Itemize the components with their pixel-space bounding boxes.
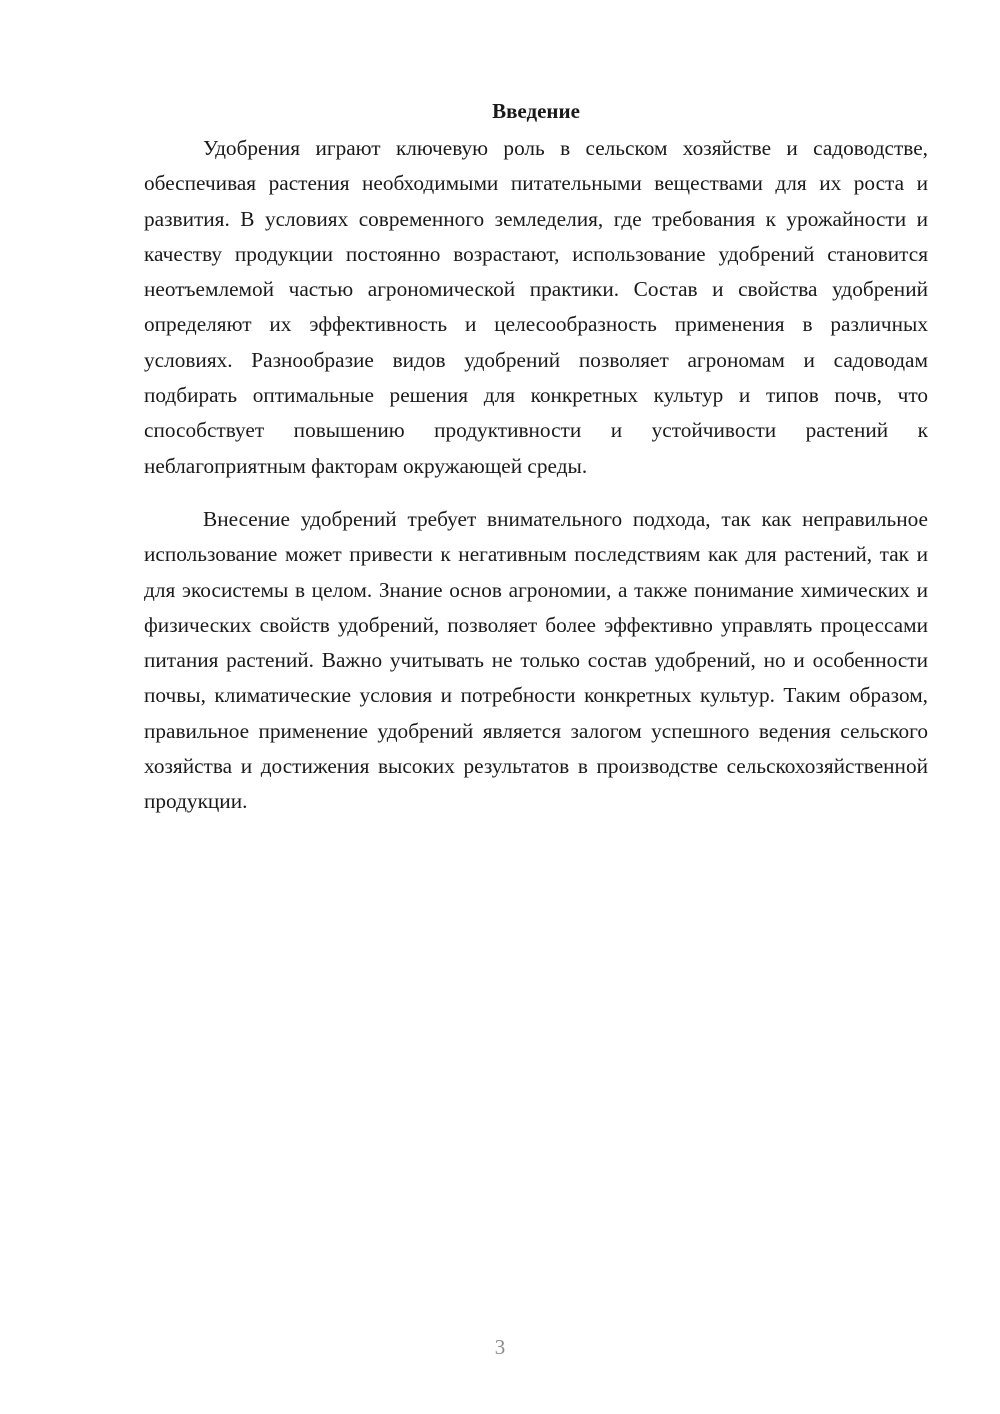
page-number: 3	[494, 1335, 506, 1359]
section-title: Введение	[492, 99, 580, 123]
paragraph-2: Внесение удобрений требует внимательного подхода, так как неправильное использование может привести к негативным последствиям как для растений, так и для экосистемы в целом. Знание основ агрономии, а также понимание химических и физических свойств удобрений, позволяет более эффективно управлять процессами питания растений. Важно учитывать не только состав удобрений, но и особенности почвы, климатические условия и потребности конкретных культур. Таким образом, правильное применение удобрений является залогом успешного ведения сельского хозяйства и достижения высоких результатов в производстве сельскохозяйственной продукции.	[144, 506, 928, 814]
page-content	[144, 96, 928, 820]
paragraph-1: Удобрения играют ключевую роль в сельском хозяйстве и садоводстве, обеспечивая растения необходимыми питательными веществами для их роста и развития. В условиях современного земледелия, где требования к урожайности и качеству продукции постоянно возрастают, использование удобрений становится неотъемлемой частью агрономической практики. Состав и свойства удобрений определяют их эффективность и целесообразность применения в различных условиях. Разнообразие видов удобрений позволяет агрономам и садоводам подбирать оптимальные решения для конкретных культур и типов почв, что способствует повышению продуктивности и устойчивости растений к неблагоприятным факторам окружающей среды.	[144, 136, 928, 478]
